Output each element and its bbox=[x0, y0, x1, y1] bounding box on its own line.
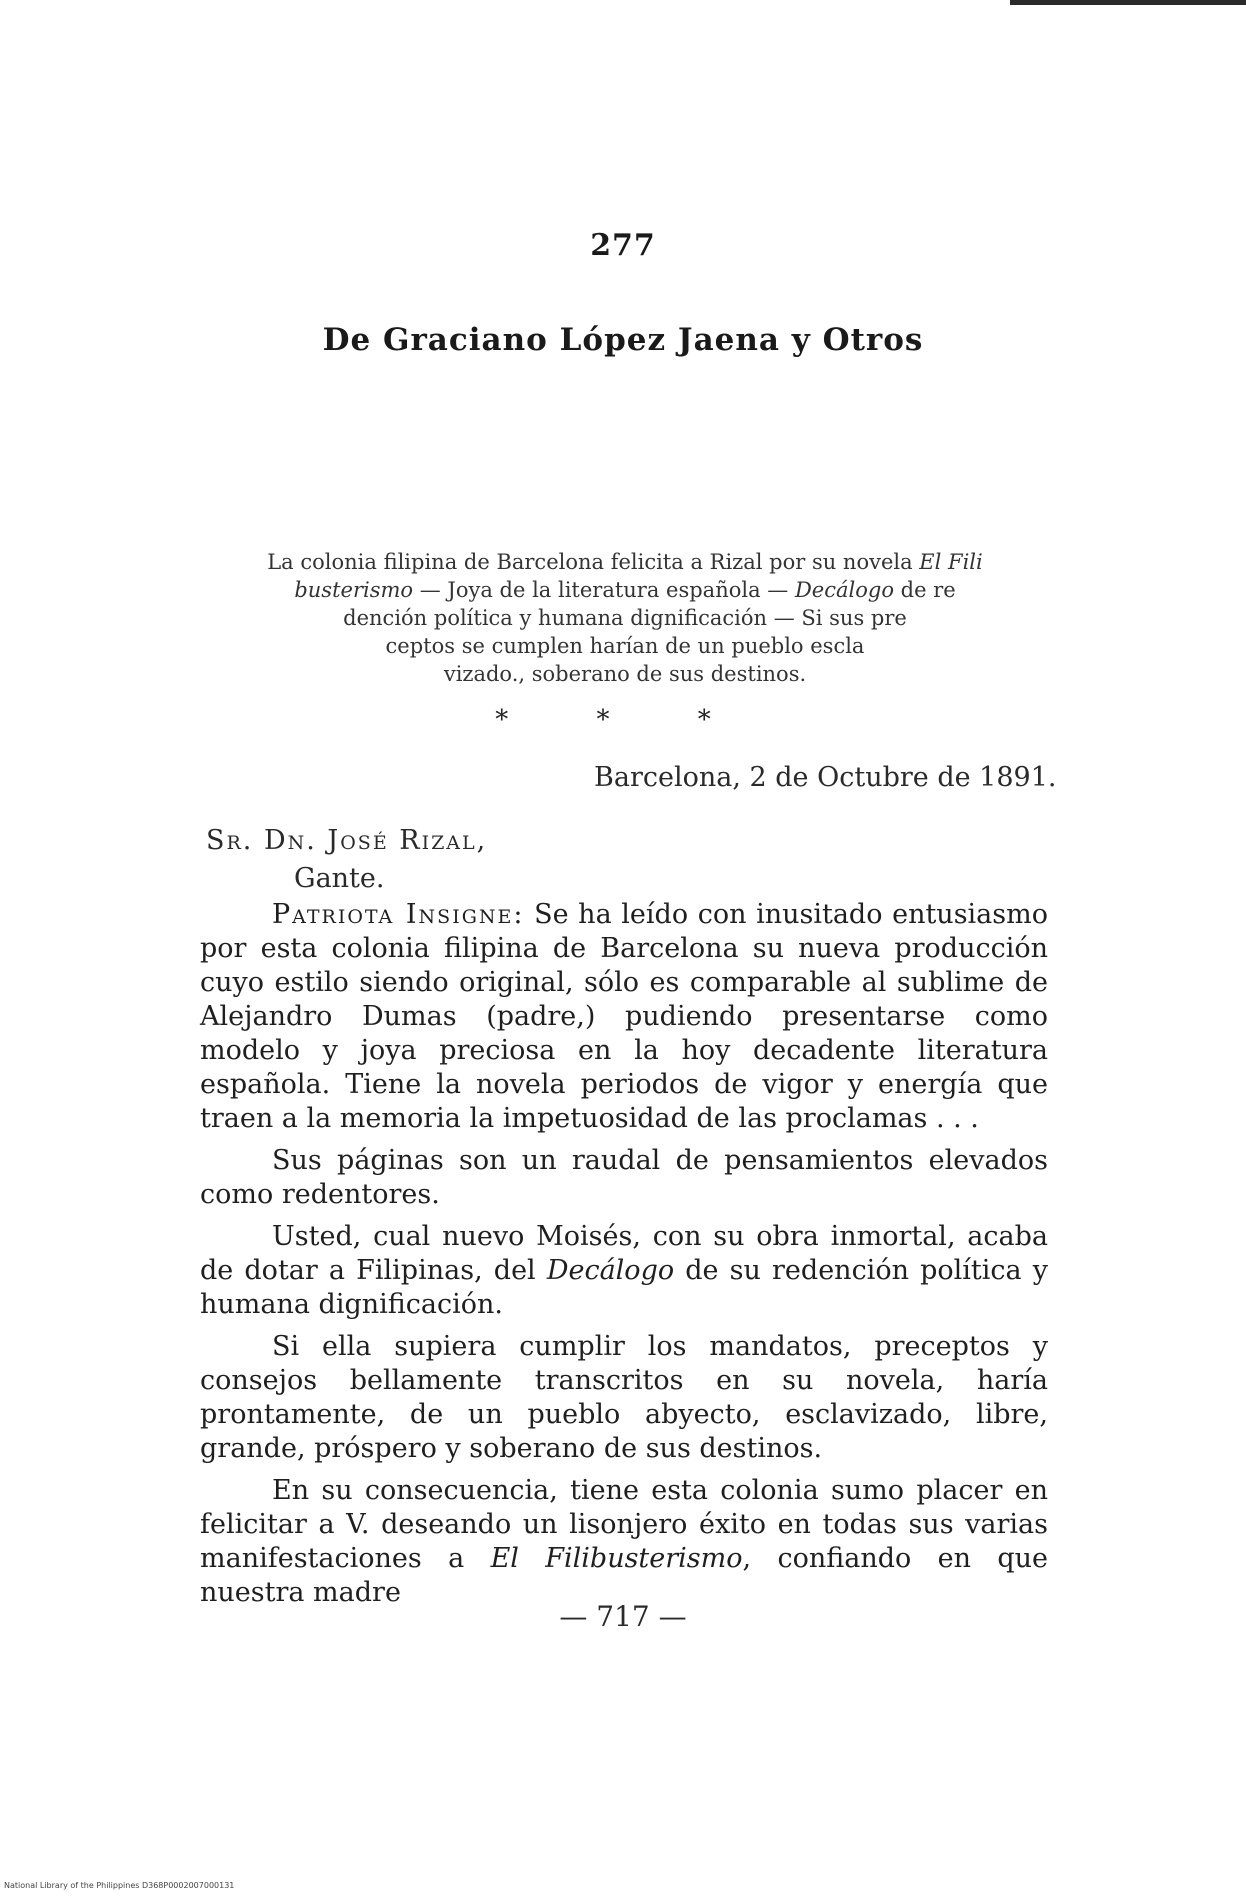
footer-attribution: National Library of the Philippines D368P0002007000131 bbox=[4, 1881, 235, 1890]
paragraph-text: Usted, cual nuevo Moisés, con su obra inmortal, acaba de dotar a Filipinas, del bbox=[200, 1221, 1048, 1286]
salutation: Patriota Insigne: bbox=[272, 899, 525, 930]
page-number: — 717 — bbox=[559, 1600, 687, 1633]
paragraph-2: Sus páginas son un raudal de pensamientos elevados como redentores. bbox=[200, 1145, 1048, 1210]
paragraph-3 bbox=[200, 1220, 1048, 1322]
section-separator: * * * bbox=[495, 705, 751, 735]
summary-line-5: vizado., soberano de sus destinos. bbox=[443, 662, 807, 686]
recipient-city: Gante. bbox=[294, 863, 385, 894]
dateline: Barcelona, 2 de Octubre de 1891. bbox=[594, 762, 1057, 793]
decalogo-italic: Decálogo bbox=[546, 1255, 675, 1286]
summary-novel-title: El Fili bbox=[919, 550, 983, 574]
summary-abstract bbox=[200, 548, 1050, 688]
recipient-name: Sr. Dn. José Rizal, bbox=[206, 825, 488, 856]
summary-line-4: ceptos se cumplen harían de un pueblo escla bbox=[385, 634, 865, 658]
paragraph-text: Se ha leído con inusitado entusiasmo por esta colonia filipina de Barcelona su nueva producción cuyo estilo siendo original, sólo es comparable al sublime de Alejandro Dumas (padre,) pudiendo presentarse como modelo y joya preciosa en la hoy decadente literatura española. Tiene la novela periodos de vigor y energía que traen a la memoria la impetuosidad de las proclamas . . . bbox=[200, 899, 1048, 1134]
letter-body bbox=[200, 898, 1048, 1618]
summary-line-2 bbox=[200, 576, 1050, 604]
document-number: 277 bbox=[590, 228, 656, 263]
paragraph-4: Si ella supiera cumplir los mandatos, preceptos y consejos bellamente transcritos en su novela, haría prontamente, de un pueblo abyecto, esclavizado, libre, grande, próspero y soberano de sus destinos. bbox=[200, 1331, 1048, 1464]
summary-text: La colonia filipina de Barcelona felicita a Rizal por su novela bbox=[267, 550, 920, 574]
paragraph-5 bbox=[200, 1474, 1048, 1610]
paragraph-text: En su consecuencia, tiene esta colonia sumo placer en felicitar a V. deseando un lisonjero éxito en todas sus varias manifestaciones a bbox=[200, 1475, 1048, 1574]
summary-text: de re bbox=[893, 578, 956, 602]
summary-line-3: dención política y humana dignificación — Si sus pre bbox=[343, 606, 907, 630]
document-title: De Graciano López Jaena y Otros bbox=[322, 322, 924, 358]
scan-edge-bar bbox=[1010, 0, 1246, 5]
paragraph-text: de su redención política y humana dignificación. bbox=[200, 1255, 1049, 1320]
summary-decalogo: Decálogo bbox=[794, 578, 894, 602]
summary-line-1 bbox=[200, 548, 1050, 576]
paragraph-1 bbox=[200, 898, 1048, 1136]
recipient-block bbox=[206, 822, 487, 898]
summary-text: — Joya de la literatura española — bbox=[413, 578, 795, 602]
paragraph-text: , confiando en que nuestra madre bbox=[200, 1543, 1049, 1608]
novel-title-italic: El Filibusterismo bbox=[490, 1543, 743, 1574]
summary-novel-title: busterismo bbox=[294, 578, 414, 602]
